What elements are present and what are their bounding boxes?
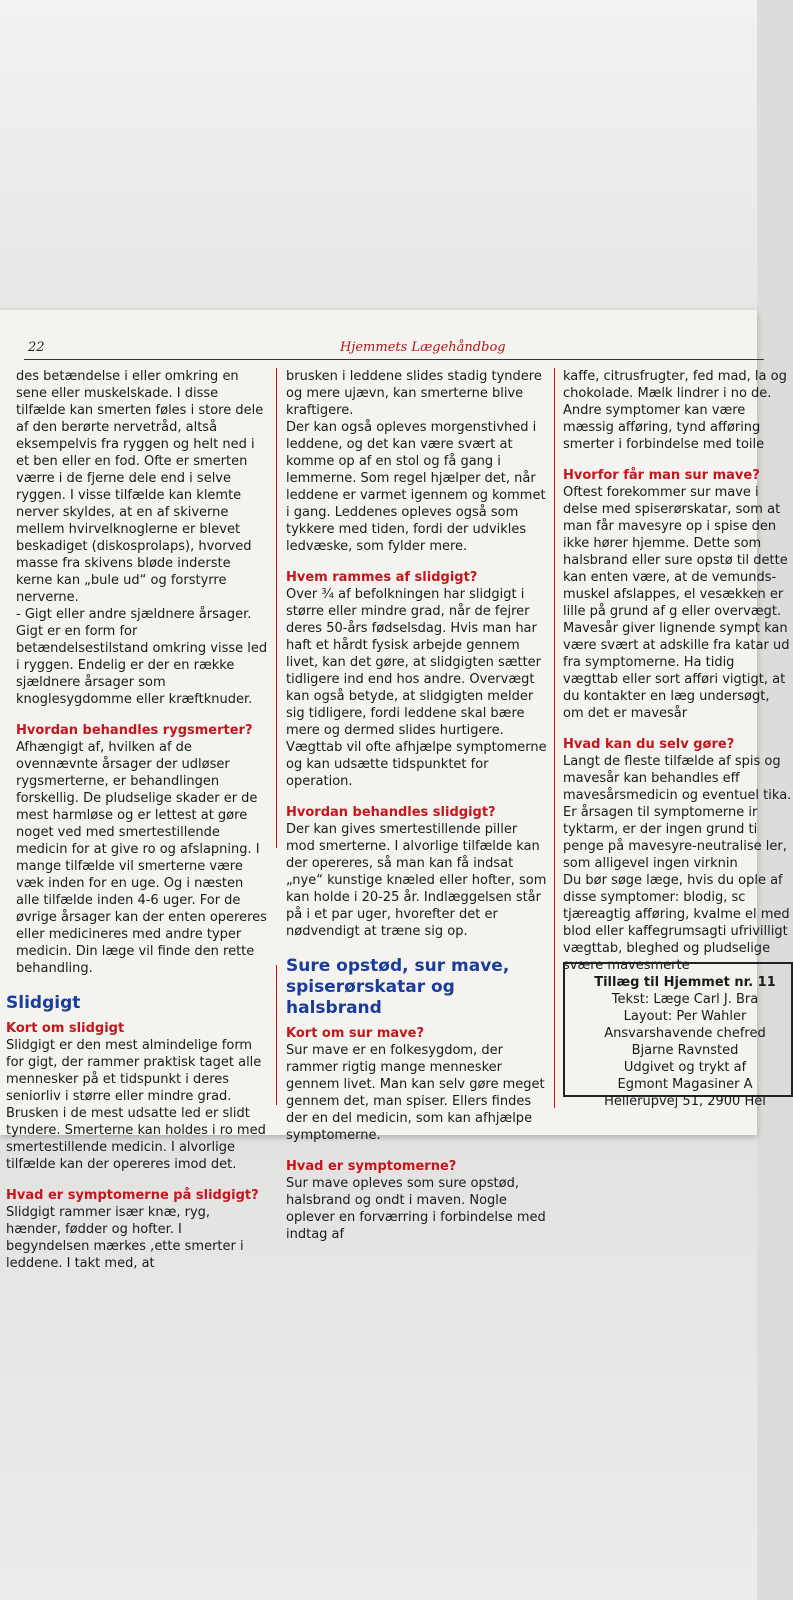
paragraph: Oftest forekommer sur mave i delse med spiserørskatar, som at man får mavesyre op i spise den ikke hører hjemme. Dette som halsbrand eller sure opstø til dette kan enten være, at de vemunds-muskel afslappes, el vesækken er lille på grund af g eller overvægt. (563, 485, 788, 619)
paragraph: Der kan gives smertestillende piller mod smerterne. I alvorlige tilfælde kan der opereres, så man kan få indsat „nye“ kunstige knæled eller hofter, som kan holde i 20-25 år. Indlæggelsen står på i et par uger, hvorefter det er nødvendigt at træne sig op. (286, 822, 547, 939)
page-number: 22 (28, 340, 45, 355)
subheading: Hvordan behandles rygsmerter? (16, 723, 253, 738)
paragraph: Sur mave er en folkesygdom, der rammer rigtig mange mennesker gennem livet. Man kan selv gøre meget gennem det, man spiser. Ellers findes der en del medicin, som kan afhjælpe symptomerne. (286, 1043, 545, 1143)
credits-box (563, 962, 793, 1109)
background-top (0, 0, 757, 310)
column-divider (276, 368, 277, 848)
paragraph: Mavesår giver lignende sympt kan være svært at adskille fra katar ud fra symptomerne. Ha tidig vægttab eller sort afføri vigtigt, at du kontakter en læg undersøgt, om det er mavesår (563, 621, 790, 721)
column-2 (286, 368, 548, 1243)
paragraph: Afhængigt af, hvilken af de ovennævnte årsager der udløser rygsmerterne, er behandlingen forskellig. De pludselige skader er de mest harmløse og er lettest at gøre noget ved med smertestillende medicin for at give ro og afslapning. I mange tilfælde vil smerterne være væk inden for en uge. Og i næsten alle tilfælde inden 4-6 uger. For de øvrige årsager kan der enten opereres eller medicineres med andre typer medicin. Din læge vil finde den rette behandling. (16, 740, 267, 976)
credits-title: Tillæg til Hjemmet nr. 11 (594, 975, 776, 990)
paragraph: Langt de fleste tilfælde af spis og mavesår kan behandles eff mavesårsmedicin og eventuel tika. (563, 754, 792, 803)
credits-line: Bjarne Ravnsted (631, 1043, 739, 1058)
column-3 (563, 368, 793, 974)
subheading: Hvem rammes af slidgigt? (286, 570, 478, 585)
subheading: Hvad er symptomerne på slidgigt? (6, 1188, 259, 1203)
subheading: Kort om slidgigt (6, 1021, 125, 1036)
section-heading: Sure opstød, sur mave, spiserørskatar og halsbrand (286, 956, 510, 1018)
paragraph: Slidgigt er den mest almindelige form for gigt, der rammer praktisk taget alle mennesker på et tidspunkt i deres seniorliv i større eller mindre grad. Brusken i de mest udsatte led er slidt tyndere. Smerterne kan holdes i ro med smertestillende medicin. I alvorlige tilfælde kan der opereres imod det. (6, 1038, 266, 1172)
subheading: Hvad kan du selv gøre? (563, 737, 735, 752)
paragraph: Sur mave opleves som sure opstød, halsbrand og ondt i maven. Nogle oplever en forværring i forbindelse med indtag af (286, 1176, 546, 1242)
section-heading: Slidgigt (6, 993, 81, 1013)
paragraph: Du bør søge læge, hvis du ople af disse symptomer: blodig, sc tjæreagtig afføring, kvalme el med blod eller kaffegrumsagti ufrivilligt vægttab, bleghed og pludselige svære mavesmerte (563, 873, 790, 973)
paragraph: Er årsagen til symptomerne ir tyktarm, er der ingen grund ti penge på mavesyre-neutralise ler, som alligevel ingen virknin (563, 805, 787, 871)
credits-line: Ansvarshavende chefred (604, 1026, 766, 1041)
header-rule (24, 359, 764, 360)
paragraph: Der kan også opleves morgenstivhed i leddene, og det kan være svært at komme op af en stol og få gang i lemmerne. Som regel hjælper det, når leddene er varmet igennem og kommet i gang. Leddenes opleves også som tykkere med tiden, fordi der udvikles ledvæske, som fylder mere. (286, 420, 546, 554)
column-1 (6, 368, 268, 1272)
subheading: Hvad er symptomerne? (286, 1159, 457, 1174)
credits-line: Egmont Magasiner A (617, 1077, 753, 1092)
credits-line: Layout: Per Wahler (623, 1009, 747, 1024)
credits-line: Hellerupvej 51, 2900 Hel (604, 1094, 766, 1109)
subheading: Hvorfor får man sur mave? (563, 468, 760, 483)
running-title: Hjemmets Lægehåndbog (340, 340, 506, 355)
magazine-page (0, 310, 792, 1271)
paragraph: Slidgigt rammer især knæ, ryg, hænder, fødder og hofter. I begyndelsen mærkes ,ette smerter i leddene. I takt med, at (6, 1205, 244, 1271)
subheading: Kort om sur mave? (286, 1026, 425, 1041)
paragraph: brusken i leddene slides stadig tyndere og mere ujævn, kan smerterne blive kraftigere. (286, 369, 542, 418)
column-divider (276, 965, 277, 1105)
paragraph: - Gigt eller andre sjældnere årsager. Gigt er en form for betændelsestilstand omkring visse led i ryggen. Endelig er der en række sjældnere årsager som knoglesygdomme eller kræftknuder. (16, 607, 268, 707)
column-divider (554, 368, 555, 1108)
paragraph: Over ¾ af befolkningen har slidgigt i større eller mindre grad, når de fejrer deres 50-års fødselsdag. Hvis man har haft et hårdt fysisk arbejde gennem livet, kan det gøre, at slidgigten sætter tidligere ind end hos andre. Overvægt kan også betyde, at slidgigten melder sig tidligere, fordi leddene skal bære mere og dermed slides hurtigere. Vægttab vil ofte afhjælpe symptomerne og kan udsætte tidspunktet for operation. (286, 587, 547, 789)
paragraph: des betændelse i eller omkring en sene eller muskelskade. I disse tilfælde kan smerten føles i store dele af den berørte nervetråd, altså eksempelvis fra ryggen og helt ned i et ben eller en fod. Ofte er smerten værre i de fjerne dele end i selve ryggen. I visse tilfælde kan klemte nerver skyldes, at en af skiverne mellem hvirvelknoglerne er blevet beskadiget (diskosprolaps), hvorved masse fra skivens bløde inderste kerne kan „bule ud“ og forstyrre nerverne. (16, 369, 264, 605)
subheading: Hvordan behandles slidgigt? (286, 805, 496, 820)
paragraph: kaffe, citrusfrugter, fed mad, la og chokolade. Mælk lindrer i no de. Andre symptomer kan være mæssig afføring, tynd afføring smerter i forbindelse med toile (563, 369, 787, 452)
credits-line: Tekst: Læge Carl J. Bra (611, 992, 759, 1007)
credits-line: Udgivet og trykt af (623, 1060, 747, 1075)
